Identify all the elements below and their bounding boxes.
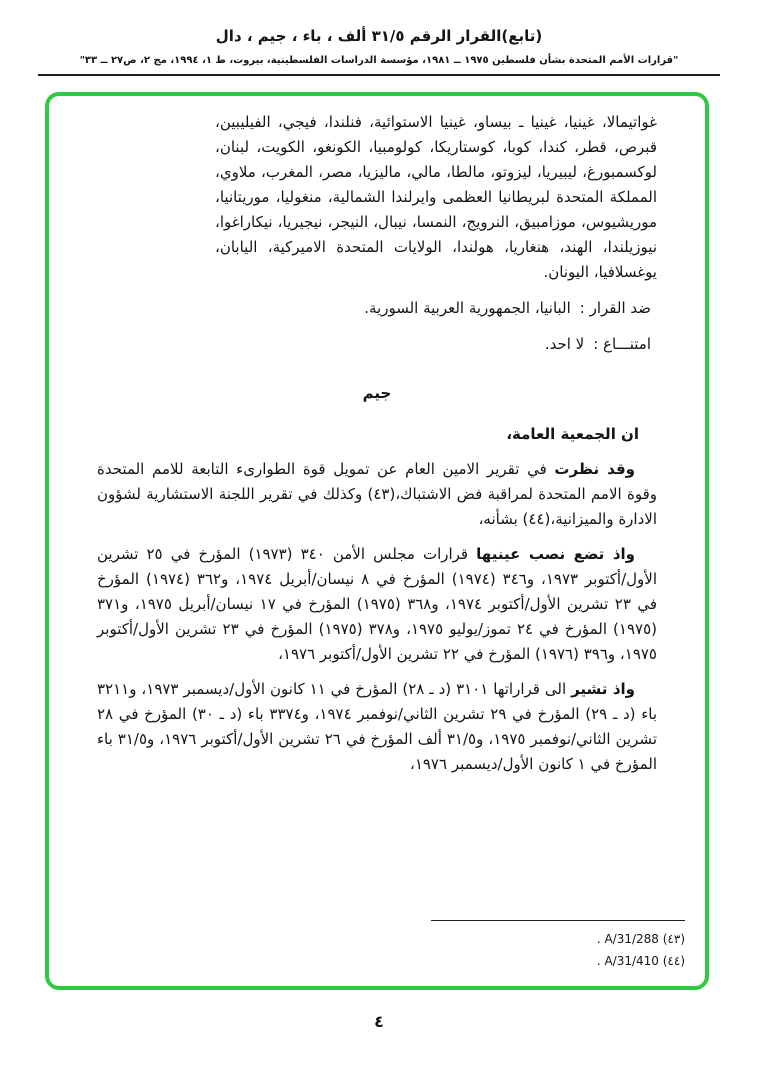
footnote-43: (٤٣) A/31/288 . — [596, 932, 685, 946]
paragraph-1-text: في تقرير الامين العام عن تمويل قوة الطوارىء التابعة للامم المتحدة وقوة الامم المتحدة لمراقبة فض الاشتباك،(٤٣) وكذلك في تقرير اللجنة الاستشارية لشؤون الادارة والميزانية،(٤٤) بشأنه، — [97, 460, 657, 528]
resolution-title: (تابع)القرار الرقم ٣١/٥ ألف ، باء ، جيم ، دال — [215, 27, 543, 45]
footnotes-block — [431, 920, 685, 972]
preamble-paragraph-2 — [97, 542, 657, 667]
section-heading-jim: جيم — [362, 384, 392, 402]
abstain-label: امتنـــاع : — [593, 335, 651, 353]
annotation-box — [45, 92, 709, 990]
paragraph-3-lead: واذ تشير — [571, 680, 635, 698]
header-divider — [38, 74, 720, 76]
preamble-paragraph-3 — [97, 677, 657, 777]
page-number: ٤ — [374, 1012, 384, 1031]
paragraph-1-lead: وقد نظرت — [554, 460, 635, 478]
against-label: ضد القرار : — [579, 299, 651, 317]
paragraph-2-lead: واذ تضع نصب عينيها — [476, 545, 635, 563]
preamble-intro: ان الجمعية العامة، — [506, 425, 639, 443]
paragraph-2-text: قرارات مجلس الأمن ٣٤٠ (١٩٧٣) المؤرخ في ٢٥ تشرين الأول/أكتوبر ١٩٧٣، و٣٤٦ (١٩٧٤) المؤرخ في ٨ نيسان/أبريل ١٩٧٤، و٣٦٢ (١٩٧٤) المؤرخ في ٢٣ تشرين الأول/أكتوبر ١٩٧٤، و٣٦٨ (١٩٧٥) المؤرخ في ١٧ نيسان/أبريل ١٩٧٥، و٣٧١ (١٩٧٥) المؤرخ في ٢٤ تموز/يوليو ١٩٧٥، و٣٧٨ (١٩٧٥) المؤرخ في ٢٣ تشرين الأول/أكتوبر ١٩٧٥، و٣٩٦ (١٩٧٦) المؤرخ في ٢٢ تشرين الأول/أكتوبر ١٩٧٦، — [97, 545, 657, 663]
against-line — [97, 296, 651, 321]
document-body — [97, 110, 657, 777]
paragraph-3-text: الى قراراتها ٣١٠١ (د ـ ٢٨) المؤرخ في ١١ كانون الأول/ديسمبر ١٩٧٣، و٣٢١١ باء (د ـ ٢٩) المؤرخ في ٢٩ تشرين الثاني/نوفمبر ١٩٧٤، و٣٣٧٤ باء (د ـ ٣٠) المؤرخ في ٢٨ تشرين الثاني/نوفمبر ١٩٧٥، و٣١/٥ ألف المؤرخ في ٢٦ تشرين الأول/أكتوبر ١٩٧٦، و٣١/٥ باء المؤرخ في ١ كانون الأول/ديسمبر ١٩٧٦، — [97, 680, 657, 773]
footnote-44: (٤٤) A/31/410 . — [596, 954, 685, 968]
abstain-value: لا احد. — [544, 335, 585, 353]
abstain-line — [97, 332, 651, 357]
document-header — [0, 0, 758, 76]
against-value: البانيا، الجمهورية العربية السورية. — [364, 299, 571, 317]
preamble-paragraph-1 — [97, 457, 657, 532]
source-citation: "قرارات الأمم المتحدة بشأن فلسطين ١٩٧٥ ــ ١٩٨١، مؤسسة الدراسات الفلسطينية، بيروت، ط ١، ١٩٩٤، مج ٢، ص٢٧ ــ ٣٣" — [79, 55, 679, 66]
in-favour-country-list: غواتيمالا، غينيا، غينيا ـ بيساو، غينيا الاستوائية، فنلندا، فيجي، الفيليبين، قبرص، قطر، كندا، كوبا، كوستاريكا، كولومبيا، الكونغو، الكويت، لبنان، لوكسمبورغ، ليبيريا، ليزوتو، مالطا، مالي، ماليزيا، مصر، المغرب، ملاوي، المملكة المتحدة لبريطانيا العظمى وايرلندا الشمالية، منغوليا، موريتانيا، موريشيوس، موزامبيق، النرويج، النمسا، نيبال، النيجر، نيجيريا، نيكاراغوا، نيوزيلندا، الهند، هنغاريا، هولندا، الولايات المتحدة الاميركية، اليابان، يوغسلافيا، اليونان. — [215, 113, 657, 281]
footnote-divider — [431, 920, 685, 921]
page-footer — [0, 1012, 758, 1031]
